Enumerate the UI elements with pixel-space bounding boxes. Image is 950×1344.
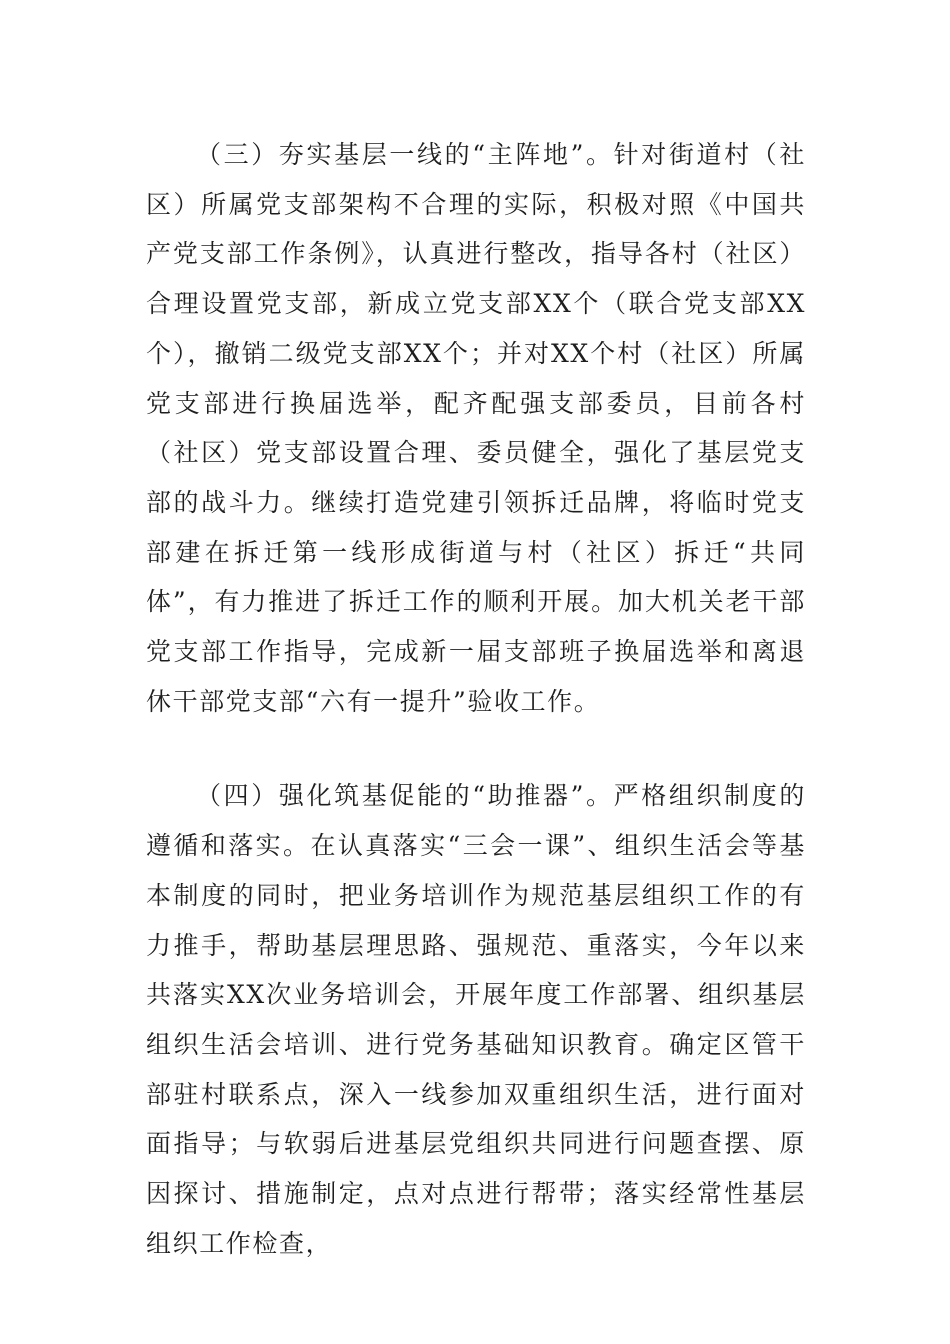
paragraph-section-four: （四）强化筑基促能的“助推器”。严格组织制度的遵循和落实。在认真落实“三会一课”、组织生活会等基本制度的同时，把业务培训作为规范基层组织工作的有力推手，帮助基层理思路、强规范、重落实，今年以来共落实XX次业务培训会，开展年度工作部署、组织基层组织生活会培训、进行党务基础知识教育。确定区管干部驻村联系点，深入一线参加双重组织生活，进行面对面指导；与软弱后进基层党组织共同进行问题查摆、原因探讨、措施制定，点对点进行帮带；落实经常性基层组织工作检查， bbox=[146, 781, 806, 1258]
paragraph-section-three: （三）夯实基层一线的“主阵地”。针对街道村（社区）所属党支部架构不合理的实际，积极对照《中国共产党支部工作条例》，认真进行整改，指导各村（社区）合理设置党支部，新成立党支部XX个（联合党支部XX个），撤销二级党支部XX个；并对XX个村（社区）所属党支部进行换届选举，配齐配强支部委员，目前各村（社区）党支部设置合理、委员健全，强化了基层党支部的战斗力。继续打造党建引领拆迁品牌，将临时党支部建在拆迁第一线形成街道与村（社区）拆迁“共同体”，有力推进了拆迁工作的顺利开展。加大机关老干部党支部工作指导，完成新一届支部班子换届选举和离退休干部党支部“六有一提升”验收工作。 bbox=[146, 140, 806, 716]
document-body bbox=[146, 130, 806, 1268]
